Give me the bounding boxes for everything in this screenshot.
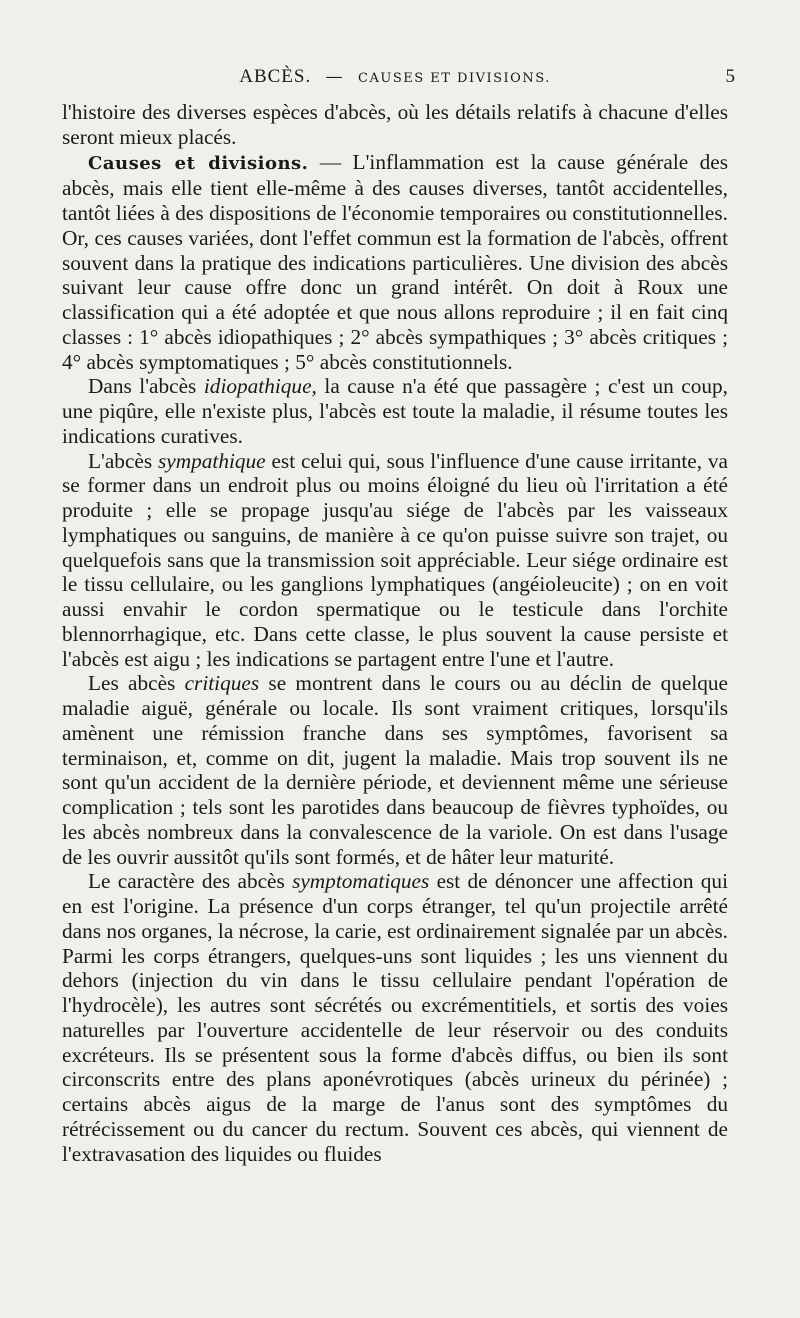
paragraph-text: l'histoire des diverses espèces d'abcès, où les détails relatifs à chacune d'elles seront mieux placés. [62,100,728,149]
paragraph-symptomatiques [62,869,728,1166]
paragraph-critiques [62,671,728,869]
header-subtitle: CAUSES ET DIVISIONS. [358,71,551,86]
italic-term: sympathique [157,448,266,473]
italic-term: critiques [184,671,260,696]
paragraph-text: Le caractère des abcès [88,869,293,894]
paragraph-causes [62,150,728,375]
paragraph-text: se montrent dans le cours ou au déclin de quelque maladie aiguë, générale ou locale. Ils sont vraiment critiques, lorsqu'ils amènent une rémission franche dans ses symptômes, favorisent sa terminaison, et, comme on dit, jugent la maladie. Mais trop souvent ils ne sont qu'un accident de la dernière période, et deviennent même une sérieuse complication ; tels sont les parotides dans beaucoup de fièvres typhoïdes, ou les abcès nombreux dans la convalescence de la variole. On est dans l'usage de les ouvrir aussitôt qu'ils sont formés, et de hâter leur maturité. [62,671,728,869]
paragraph-text: , la cause n'a été que passagère ; c'est un coup, une piqûre, elle n'existe plus, l'abcès est toute la maladie, il résume toutes les indications curatives. [62,374,728,448]
running-header [62,66,736,100]
paragraph-text: est celui qui, sous l'influence d'une cause irritante, va se former dans un endroit plus ou moins éloigné du lieu où l'irritation a été produite ; elle se propage jusqu'au siége de l'abcès par les vaisseaux lymphatiques ou sanguins, de manière à ce qu'on puisse suivre son trajet, ou quelquefois sans que la transmission soit appréciable. Leur siége ordinaire est le tissu cellulaire, ou les ganglions lymphatiques (angéioleucite) ; on en voit aussi envahir le cordon spermatique ou le testicule dans l'orchite blennorrhagique, etc. Dans cette classe, le plus souvent la cause persiste et l'abcès est aigu ; les indications se partagent entre l'une et l'autre. [62,448,728,671]
paragraph-text: Les abcès [88,671,185,696]
header-title: ABCÈS. [239,66,312,87]
header-dash: — [325,67,344,87]
paragraph-text: Dans l'abcès [88,374,204,399]
paragraph-idiopathique [62,374,728,448]
paragraph-sympathique [62,449,728,672]
paragraph-text: est de dénoncer une affection qui en est l'origine. La présence d'un corps étranger, tel qu'un projectile arrêté dans nos organes, la nécrose, la carie, est ordinairement signalée par un abcès. Parmi les corps étrangers, quelques-uns sont liquides ; les uns viennent du dehors (injection du vin dans le tissu cellulaire pendant l'opération de l'hydrocèle), les autres sont sécrétés ou excrémentitiels, et sortis des voies naturelles par l'ouverture accidentelle de leur réservoir ou des conduits excréteurs. Ils se présentent sous la forme d'abcès diffus, ou bien ils sont circonscrits entre des plans aponévrotiques (abcès urineux du périnée) ; certains abcès aigus de la marge de l'anus sont des symptômes du rétrécissement ou du cancer du rectum. Souvent ces abcès, qui viennent de l'extravasation des liquides ou fluides [62,869,728,1166]
italic-term: symptomatiques [292,869,430,894]
italic-term: idiopathique [203,374,312,399]
paragraph-text: L'abcès [88,448,158,473]
paragraph-text: — L'inflammation est la cause générale des abcès, mais elle tient elle-même à des causes diverses, tantôt accidentelles, tantôt liées à des dispositions de l'économie temporaires ou constitutionnelles. Or, ces causes variées, dont l'effet commun est la formation de l'abcès, offrent souvent dans la pratique des indications particulières. Une division des abcès suivant leur cause offre donc un grand intérêt. On doit à Roux une classification qui a été adoptée et que nous allons reproduire ; il en fait cinq classes : 1° abcès idiopathiques ; 2° abcès sympathiques ; 3° abcès critiques ; 4° abcès symptomatiques ; 5° abcès constitutionnels. [62,149,729,374]
page-body [62,100,728,1166]
section-heading: Causes et divisions. [88,152,309,174]
paragraph-continuation [62,100,728,150]
page-number: 5 [725,66,736,87]
